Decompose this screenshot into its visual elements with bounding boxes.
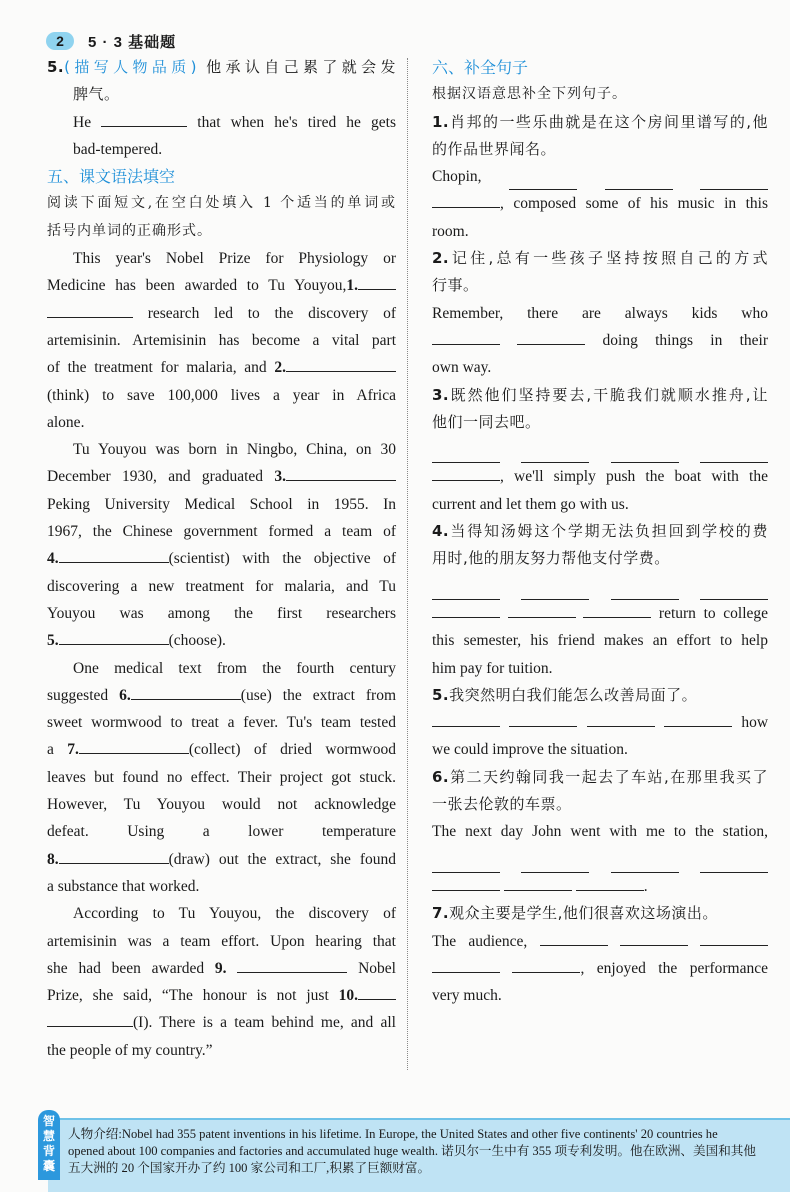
right-column (432, 54, 768, 1009)
blank-input[interactable] (509, 711, 577, 727)
item5-cn-1: 5.我突然明白我们能怎么改善局面了。 (432, 685, 698, 704)
blank-input[interactable] (432, 857, 500, 873)
column-divider (407, 58, 408, 1070)
item4-en-2: this semester, his friend makes an effort to help (432, 632, 768, 650)
blank-2[interactable] (286, 356, 396, 372)
blank-input[interactable] (700, 447, 768, 463)
blank-5[interactable] (59, 629, 169, 645)
item7-en-1: The audience, (432, 928, 768, 955)
passage-line: alone. (47, 413, 85, 431)
section5-instr-2: 括号内单词的正确形式。 (47, 222, 212, 239)
blank-input[interactable] (432, 329, 500, 345)
blank-input[interactable] (611, 584, 679, 600)
blank-input[interactable] (432, 957, 500, 973)
passage-line: One medical text from the fourth century (73, 659, 396, 677)
item2-en-1: Remember, there are always kids who (432, 304, 768, 322)
item5-en-2: we could improve the situation. (432, 741, 628, 759)
item2-cn-1: 2.记住,总有一些孩子坚持按照自己的方式 (432, 249, 768, 268)
item6-en-1: The next day John went with me to the station, (432, 823, 768, 841)
left-column (47, 54, 396, 1064)
blank-input[interactable] (583, 602, 651, 618)
item4-blanks (432, 573, 768, 600)
q5-hint: (描写人物品质) (64, 58, 197, 76)
passage-line: 4. (scientist) with the objective of (47, 545, 396, 572)
item3-cn-2: 他们一同去吧。 (432, 412, 541, 431)
item3-en-2: current and let them go with us. (432, 495, 629, 513)
item7-cn-1: 7.观众主要是学生,他们很喜欢这场演出。 (432, 904, 718, 923)
item3-blanks (432, 436, 768, 463)
item2-cn-2: 行事。 (432, 276, 479, 295)
blank-input[interactable] (700, 857, 768, 873)
passage-line: a 7. (collect) of dried wormwood (47, 736, 396, 763)
tips-text (68, 1126, 768, 1177)
blank-input[interactable] (611, 447, 679, 463)
item7-en-3: very much. (432, 987, 502, 1005)
blank-input[interactable] (432, 192, 500, 208)
section6-instr: 根据汉语意思补全下列句子。 (432, 86, 627, 103)
blank-input[interactable] (587, 711, 655, 727)
blank-input[interactable] (508, 602, 576, 618)
item1-cn-2: 的作品世界闻名。 (432, 139, 557, 158)
tips-line-2: opened about 100 companies and factories and accumulated huge wealth. 诺贝尔一生中有 355 项专利发明。他在欧洲、美国和其他 (68, 1144, 756, 1158)
passage-line: she had been awarded 9. Nobel (47, 955, 396, 982)
q5-cn-line2: 脾气。 (73, 85, 120, 104)
tips-tab-label: 智 慧 背 囊 (38, 1110, 60, 1180)
blank-input[interactable] (512, 957, 580, 973)
page-number-badge: 2 (46, 32, 74, 50)
q5-en-line1: He that when he's tired he gets (47, 109, 396, 136)
item4-en-1: return to college (432, 600, 768, 627)
passage-line: Prize, she said, “The honour is not just 10. (47, 982, 396, 1009)
passage-line: discovering a new treatment for malaria, and Tu (47, 577, 396, 595)
section5-title: 五、课文语法填空 (47, 167, 176, 187)
passage-line: 5. (choose). (47, 627, 396, 654)
blank-input[interactable] (432, 465, 500, 481)
item1-en-2: , composed some of his music in this (432, 190, 768, 217)
passage-line: Peking University Medical School in 1955. In (47, 495, 396, 513)
item1-en-3: room. (432, 222, 469, 240)
item4-cn-1: 4.当得知汤姆这个学期无法负担回到学校的费 (432, 522, 768, 541)
passage-line: research led to the discovery of (47, 300, 396, 327)
q5-cn-line1: 5.(描写人物品质) 他承认自己累了就会发 (47, 58, 396, 76)
blank-input[interactable] (521, 857, 589, 873)
blank-input[interactable] (517, 329, 585, 345)
blank-6[interactable] (131, 684, 241, 700)
passage-line: However, Tu Youyou would not acknowledge (47, 796, 396, 814)
blank-input[interactable] (576, 875, 644, 891)
item7-en-2: , enjoyed the performance (432, 955, 768, 982)
blank-input[interactable] (700, 584, 768, 600)
tips-line-3: 五大洲的 20 个国家开办了约 100 家公司和工厂,积累了巨额财富。 (68, 1161, 431, 1175)
item3-cn-1: 3.既然他们坚持要去,干脆我们就顺水推舟,让 (432, 385, 768, 404)
passage-line: of the treatment for malaria, and 2. (47, 354, 396, 381)
passage-line: Tu Youyou was born in Ningbo, China, on 30 (73, 441, 396, 459)
blank-10[interactable] (358, 984, 396, 1000)
blank-9[interactable] (237, 957, 347, 973)
blank-1-cont[interactable] (47, 302, 133, 318)
passage-line: December 1930, and graduated 3. (47, 463, 396, 490)
passage-line: leaves but found no effect. Their project got stuck. (47, 768, 396, 786)
passage-line: (I). There is a team behind me, and all (47, 1009, 396, 1036)
item1-cn-1: 1.肖邦的一些乐曲就是在这个房间里谱写的,他 (432, 112, 768, 131)
passage-line: sweet wormwood to treat a fever. Tu's team tested (47, 714, 396, 732)
blank-8[interactable] (59, 848, 169, 864)
item6-cn-1: 6.第二天约翰同我一起去了车站,在那里我买了 (432, 767, 768, 786)
item5-en-1: how (432, 709, 768, 736)
blank-input[interactable] (664, 711, 732, 727)
blank-input[interactable] (521, 584, 589, 600)
item6-blanks (432, 846, 768, 873)
item6-cn-2: 一张去伦敦的车票。 (432, 795, 572, 814)
passage-line: the people of my country.” (47, 1041, 213, 1059)
blank-1[interactable] (358, 274, 396, 290)
passage-line: 1967, the Chinese government formed a team of (47, 523, 396, 541)
item2-en-2: doing things in their (432, 327, 768, 354)
blank-input[interactable] (540, 930, 608, 946)
blank-input[interactable] (620, 930, 688, 946)
header-title: 5 · 3 基础题 (88, 33, 177, 51)
q5-en-line2: bad-tempered. (73, 140, 163, 158)
blank-input[interactable] (101, 111, 187, 127)
passage-line: (think) to save 100,000 lives a year in Africa (47, 386, 396, 404)
passage-line: artemisinin was a team effort. Upon hearing that (47, 932, 396, 950)
blank-input[interactable] (504, 875, 572, 891)
item1-en-1: Chopin, (432, 163, 768, 190)
blank-input[interactable] (432, 602, 500, 618)
item4-cn-2: 用时,他的朋友努力帮他支付学费。 (432, 549, 670, 568)
item3-en-1: , we'll simply push the boat with the (432, 463, 768, 490)
blank-input[interactable] (521, 447, 589, 463)
item6-en-2: . (432, 873, 768, 900)
passage-line: defeat. Using a lower temperature (47, 823, 396, 841)
blank-input[interactable] (700, 930, 768, 946)
passage-line: 8. (draw) out the extract, she found (47, 846, 396, 873)
passage-line: This year's Nobel Prize for Physiology or (73, 250, 396, 268)
page-header (46, 30, 176, 52)
blank-input[interactable] (509, 174, 577, 190)
item2-en-3: own way. (432, 359, 492, 377)
blank-input[interactable] (700, 174, 768, 190)
passage-line: Medicine has been awarded to Tu Youyou,1. (47, 272, 396, 299)
blank-input[interactable] (432, 584, 500, 600)
blank-input[interactable] (432, 447, 500, 463)
blank-input[interactable] (432, 875, 500, 891)
tips-line-1: 人物介绍:Nobel had 355 patent inventions in his lifetime. In Europe, the United States and other five continents' 20 countries he (68, 1127, 718, 1141)
passage-line: artemisinin. Artemisinin has become a vital part (47, 331, 396, 349)
blank-3[interactable] (286, 465, 396, 481)
item4-en-3: him pay for tuition. (432, 659, 553, 677)
blank-4[interactable] (59, 547, 169, 563)
blank-10-cont[interactable] (47, 1011, 133, 1027)
blank-7[interactable] (79, 738, 189, 754)
passage-line: a substance that worked. (47, 877, 200, 895)
passage-line: According to Tu Youyou, the discovery of (73, 905, 396, 923)
blank-input[interactable] (605, 174, 673, 190)
blank-input[interactable] (432, 711, 500, 727)
passage-line: suggested 6. (use) the extract from (47, 682, 396, 709)
section6-title: 六、补全句子 (432, 58, 529, 77)
section5-instr-1: 阅读下面短文,在空白处填入 1 个适当的单词或 (47, 195, 396, 212)
blank-input[interactable] (611, 857, 679, 873)
passage-line: Youyou was among the first researchers (47, 604, 396, 622)
